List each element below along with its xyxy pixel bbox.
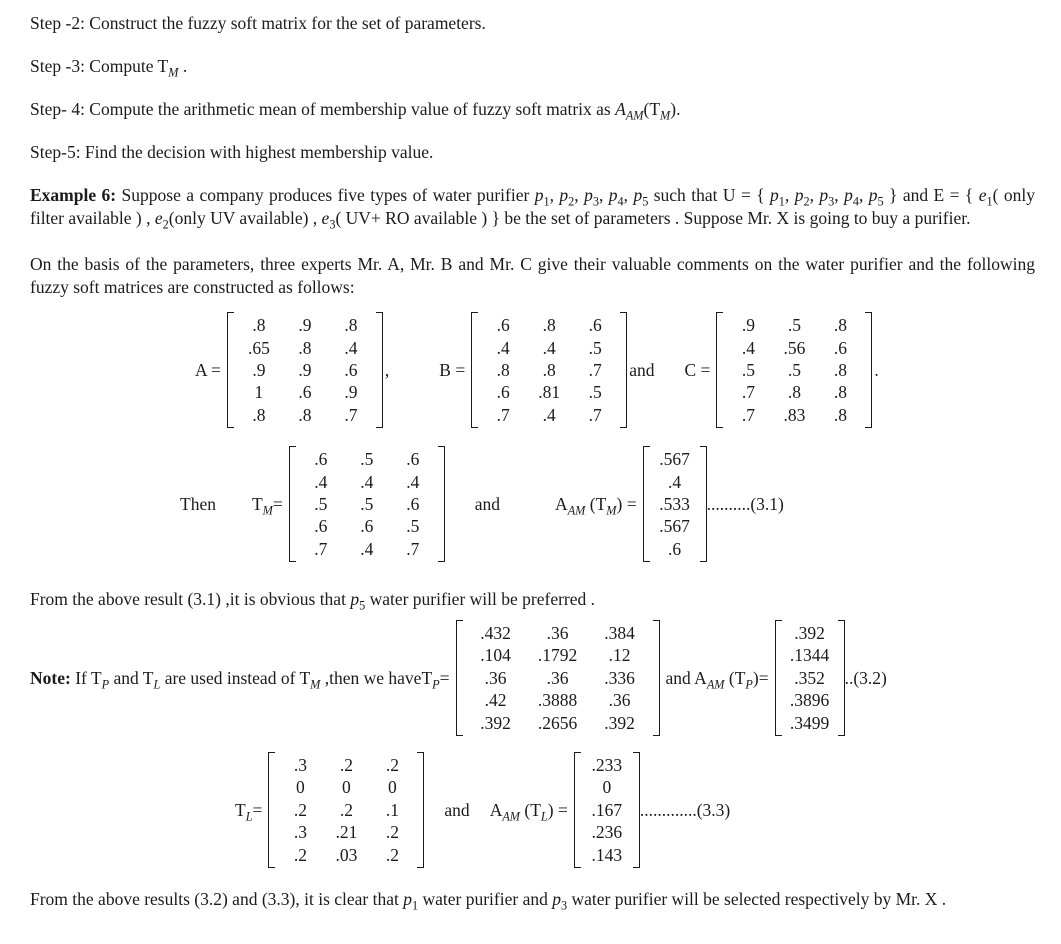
matrix-row bbox=[236, 381, 374, 403]
matrix-cell: .1344 bbox=[789, 645, 830, 666]
matrix-cell: .3499 bbox=[789, 712, 830, 733]
step-3-line: Step -3: Compute $T_M$ . bbox=[30, 56, 188, 80]
matrix-cell: .8 bbox=[833, 315, 847, 336]
basis-paragraph: On the basis of the parameters, three experts Mr. A, Mr. B and Mr. C give their valuable comments on the water purifier and the following fuzzy soft matrices are constructed as follows: bbox=[30, 254, 1035, 297]
matrix-aam-tp bbox=[775, 620, 845, 736]
matrix-cell: .3888 bbox=[537, 690, 578, 711]
matrix-tp bbox=[456, 620, 660, 736]
equation-row-tl bbox=[235, 752, 1035, 868]
matrix-cell: .36 bbox=[608, 690, 631, 711]
matrix-cell: .9 bbox=[344, 382, 358, 403]
matrix-c-label: C = bbox=[684, 359, 711, 380]
matrix-row bbox=[277, 843, 415, 865]
step-2-line: Step -2: Construct the fuzzy soft matrix for the set of parameters. bbox=[30, 13, 486, 33]
matrix-left-bracket bbox=[574, 752, 581, 868]
matrix-row bbox=[652, 538, 698, 560]
matrix-cell: .8 bbox=[298, 337, 312, 358]
matrix-left-bracket bbox=[643, 446, 650, 562]
matrix-row bbox=[236, 359, 374, 381]
aam-tm-label: $A_{AM}$ $(T_M)$ = bbox=[555, 493, 637, 518]
matrix-cell: .8 bbox=[833, 359, 847, 380]
matrix-row bbox=[784, 644, 836, 666]
matrix-row-abc bbox=[195, 312, 1035, 428]
matrix-row bbox=[465, 667, 651, 689]
matrix-cell: .5 bbox=[787, 359, 801, 380]
matrix-row bbox=[583, 799, 631, 821]
equation-tag-3-2: ..(3.2) bbox=[844, 667, 887, 688]
matrix-right-bracket bbox=[417, 752, 424, 868]
matrix-cell: .143 bbox=[591, 844, 623, 865]
matrix-cell: .5 bbox=[787, 315, 801, 336]
matrix-cell: .1 bbox=[385, 799, 399, 820]
matrix-cell: .83 bbox=[783, 404, 806, 425]
matrix-cell: .2 bbox=[339, 755, 353, 776]
matrix-cell: .4 bbox=[542, 337, 556, 358]
matrix-cell: .2 bbox=[293, 844, 307, 865]
matrix-row bbox=[480, 381, 618, 403]
equation-row-tm bbox=[180, 446, 1035, 562]
matrix-cell: .4 bbox=[360, 538, 374, 559]
matrix-cell: .5 bbox=[406, 516, 420, 537]
matrix-right-bracket bbox=[838, 620, 845, 736]
matrix-row bbox=[784, 689, 836, 711]
matrix-cell: .4 bbox=[668, 471, 682, 492]
matrix-cell: .4 bbox=[542, 404, 556, 425]
step-5-line: Step-5: Find the decision with highest membership value. bbox=[30, 142, 434, 162]
example-6-paragraph: Example 6: Suppose a company produces five types of water purifier $p_1$, $p_2$, $p_3$, $p_4$, $p_5$ such that U = { $p_1$, $p_2$, $p_3$, $p_4$, $p_5$ } and E = { $e_1$( only filter available ) , $e_2(only$ UV available) , $e_3$( UV+ RO available ) } be the set of parameters . Suppose Mr. X is going to buy a purifier. bbox=[30, 185, 1036, 232]
matrix-row bbox=[465, 644, 651, 666]
matrix-right-bracket bbox=[376, 312, 383, 428]
matrix-row bbox=[465, 622, 651, 644]
matrix-cell: .7 bbox=[406, 538, 420, 559]
matrix-cell: .6 bbox=[496, 315, 510, 336]
matrix-aam-tm bbox=[643, 446, 707, 562]
matrix-cell: .2 bbox=[385, 755, 399, 776]
and-word-tm: and bbox=[474, 493, 501, 514]
matrix-cell: .9 bbox=[741, 315, 755, 336]
matrix-cell: .8 bbox=[496, 359, 510, 380]
matrix-cell: .8 bbox=[344, 315, 358, 336]
matrix-cell: .392 bbox=[480, 712, 511, 733]
matrix-cell: .5 bbox=[360, 493, 374, 514]
matrix-tl bbox=[268, 752, 424, 868]
equation-tag-3-1: ..........(3.1) bbox=[706, 493, 784, 514]
matrix-cell: .4 bbox=[741, 337, 755, 358]
matrix-cell: .9 bbox=[298, 359, 312, 380]
matrix-cell: .12 bbox=[608, 645, 631, 666]
matrix-b-label: B = bbox=[439, 359, 466, 380]
matrix-row bbox=[298, 538, 436, 560]
matrix-cell: .2 bbox=[339, 799, 353, 820]
matrix-b-suffix: and bbox=[629, 359, 655, 380]
matrix-right-bracket bbox=[865, 312, 872, 428]
aam-tp-label: and $A_{AM}$ $(T_P)=$ bbox=[665, 667, 769, 692]
matrix-cell: .2 bbox=[385, 822, 399, 843]
matrix-cell: .36 bbox=[484, 667, 507, 688]
matrix-cell: .392 bbox=[604, 712, 635, 733]
matrix-cell: .3896 bbox=[789, 690, 830, 711]
matrix-a-label: A = bbox=[195, 359, 221, 380]
matrix-cell: .5 bbox=[588, 337, 602, 358]
matrix-cell: .3 bbox=[293, 755, 307, 776]
matrix-left-bracket bbox=[775, 620, 782, 736]
matrix-cell: .432 bbox=[480, 623, 511, 644]
matrix-cell: .7 bbox=[314, 538, 328, 559]
matrix-cell: .6 bbox=[668, 538, 682, 559]
tm-label: $T_M=$ bbox=[251, 493, 283, 518]
matrix-row bbox=[652, 493, 698, 515]
matrix-row bbox=[784, 667, 836, 689]
matrix-cell: .6 bbox=[344, 359, 358, 380]
matrix-cell: .8 bbox=[298, 404, 312, 425]
matrix-cell: .8 bbox=[252, 315, 266, 336]
matrix-right-bracket bbox=[633, 752, 640, 868]
matrix-cell: .336 bbox=[604, 667, 635, 688]
result-3-1-paragraph: From the above result (3.1) ,it is obvious that $p_5$ water purifier will be preferred . bbox=[30, 588, 596, 613]
matrix-row bbox=[652, 515, 698, 537]
matrix-cell: .5 bbox=[314, 493, 328, 514]
matrix-cell: 0 bbox=[388, 777, 397, 798]
matrix-cell: .03 bbox=[335, 844, 358, 865]
matrix-row bbox=[784, 622, 836, 644]
matrix-cell: .9 bbox=[252, 359, 266, 380]
matrix-left-bracket bbox=[456, 620, 463, 736]
matrix-cell: .533 bbox=[659, 493, 690, 514]
matrix-row bbox=[277, 754, 415, 776]
matrix-cell: .352 bbox=[794, 667, 825, 688]
matrix-c bbox=[716, 312, 872, 428]
matrix-cell: .4 bbox=[406, 471, 420, 492]
matrix-row bbox=[725, 404, 863, 426]
matrix-row bbox=[298, 448, 436, 470]
matrix-right-bracket bbox=[438, 446, 445, 562]
matrix-row bbox=[298, 515, 436, 537]
matrix-row bbox=[236, 336, 374, 358]
matrix-cell: .7 bbox=[496, 404, 510, 425]
matrix-cell: .104 bbox=[480, 645, 511, 666]
matrix-cell: .21 bbox=[335, 822, 358, 843]
matrix-cell: .42 bbox=[484, 690, 507, 711]
matrix-row bbox=[480, 359, 618, 381]
matrix-aam-tl bbox=[574, 752, 640, 868]
matrix-cell: .2 bbox=[385, 844, 399, 865]
matrix-a-suffix: , bbox=[384, 359, 390, 380]
matrix-cell: 0 bbox=[296, 777, 305, 798]
matrix-cell: .5 bbox=[588, 382, 602, 403]
matrix-cell: .9 bbox=[298, 315, 312, 336]
matrix-cell: .1792 bbox=[537, 645, 578, 666]
matrix-row bbox=[277, 799, 415, 821]
matrix-row bbox=[298, 493, 436, 515]
matrix-cell: .567 bbox=[659, 449, 690, 470]
matrix-cell: .6 bbox=[314, 516, 328, 537]
matrix-left-bracket bbox=[471, 312, 478, 428]
matrix-cell: .6 bbox=[314, 449, 328, 470]
and-word-tl: and bbox=[444, 799, 470, 820]
matrix-cell: 0 bbox=[602, 777, 612, 798]
matrix-left-bracket bbox=[716, 312, 723, 428]
result-3-2-3-3-paragraph: From the above results (3.2) and (3.3), it is clear that $p_1$ water purifier and $p_3$ water purifier will be selected respectively by Mr. X . bbox=[30, 888, 947, 913]
matrix-cell: .7 bbox=[588, 404, 602, 425]
matrix-c-suffix: . bbox=[874, 359, 879, 380]
matrix-row bbox=[784, 711, 836, 733]
matrix-row bbox=[725, 359, 863, 381]
matrix-cell: .56 bbox=[783, 337, 806, 358]
matrix-cell: .6 bbox=[833, 337, 847, 358]
matrix-row bbox=[480, 336, 618, 358]
matrix-cell: .4 bbox=[360, 471, 374, 492]
tl-label: $T_L=$ bbox=[235, 799, 263, 824]
matrix-cell: .167 bbox=[591, 799, 623, 820]
matrix-row bbox=[652, 448, 698, 470]
aam-tl-label: $A_{AM}$ $(T_L)$ = bbox=[489, 799, 568, 824]
step-4-line: Step- 4: Compute the arithmetic mean of membership value of fuzzy soft matrix as $A_{AM}(T_M)$. bbox=[30, 99, 681, 123]
matrix-left-bracket bbox=[268, 752, 275, 868]
then-word: Then bbox=[180, 493, 216, 514]
matrix-cell: .6 bbox=[588, 315, 602, 336]
matrix-right-bracket bbox=[653, 620, 660, 736]
matrix-cell: 0 bbox=[342, 777, 351, 798]
note-prefix: Note: If $T_P$ and $T_L$ are used instead of $T_M$ ,then we haveT$_P$= bbox=[30, 667, 450, 692]
matrix-cell: .6 bbox=[406, 493, 420, 514]
matrix-cell: .36 bbox=[546, 667, 569, 688]
matrix-cell: .6 bbox=[298, 382, 312, 403]
matrix-cell: .6 bbox=[360, 516, 374, 537]
matrix-cell: .3 bbox=[293, 822, 307, 843]
matrix-cell: .4 bbox=[314, 471, 328, 492]
matrix-cell: .384 bbox=[604, 623, 635, 644]
matrix-cell: .392 bbox=[794, 623, 825, 644]
matrix-row bbox=[480, 314, 618, 336]
matrix-row bbox=[652, 470, 698, 492]
equation-tag-3-3: .............(3.3) bbox=[639, 799, 731, 820]
matrix-cell: .8 bbox=[833, 404, 847, 425]
matrix-right-bracket bbox=[700, 446, 707, 562]
matrix-row bbox=[725, 336, 863, 358]
matrix-cell: .7 bbox=[588, 359, 602, 380]
matrix-cell: .2656 bbox=[537, 712, 578, 733]
matrix-cell: .36 bbox=[546, 623, 569, 644]
matrix-right-bracket bbox=[620, 312, 627, 428]
matrix-cell: .6 bbox=[496, 382, 510, 403]
matrix-cell: .65 bbox=[247, 337, 270, 358]
matrix-cell: .7 bbox=[741, 382, 755, 403]
matrix-row bbox=[236, 314, 374, 336]
matrix-row bbox=[725, 314, 863, 336]
matrix-cell: .4 bbox=[344, 337, 358, 358]
matrix-row bbox=[583, 821, 631, 843]
matrix-cell: .8 bbox=[833, 382, 847, 403]
matrix-cell: .7 bbox=[344, 404, 358, 425]
matrix-row bbox=[277, 821, 415, 843]
matrix-row bbox=[277, 776, 415, 798]
matrix-tm bbox=[289, 446, 445, 562]
matrix-row bbox=[725, 381, 863, 403]
matrix-cell: 1 bbox=[254, 382, 264, 403]
matrix-cell: .6 bbox=[406, 449, 420, 470]
matrix-row bbox=[298, 470, 436, 492]
matrix-row bbox=[583, 754, 631, 776]
matrix-cell: .5 bbox=[360, 449, 374, 470]
note-row bbox=[30, 620, 1035, 736]
matrix-cell: .5 bbox=[741, 359, 755, 380]
matrix-cell: .81 bbox=[538, 382, 561, 403]
matrix-a bbox=[227, 312, 383, 428]
matrix-left-bracket bbox=[289, 446, 296, 562]
matrix-row bbox=[583, 776, 631, 798]
matrix-cell: .7 bbox=[741, 404, 755, 425]
matrix-cell: .8 bbox=[252, 404, 266, 425]
matrix-cell: .2 bbox=[293, 799, 307, 820]
matrix-cell: .4 bbox=[496, 337, 510, 358]
matrix-cell: .8 bbox=[542, 359, 556, 380]
matrix-cell: .8 bbox=[787, 382, 801, 403]
matrix-cell: .236 bbox=[591, 822, 623, 843]
matrix-cell: .567 bbox=[659, 516, 690, 537]
matrix-row bbox=[465, 711, 651, 733]
matrix-cell: .233 bbox=[591, 755, 623, 776]
matrix-row bbox=[583, 843, 631, 865]
matrix-left-bracket bbox=[227, 312, 234, 428]
matrix-row bbox=[465, 689, 651, 711]
matrix-cell: .8 bbox=[542, 315, 556, 336]
matrix-b bbox=[471, 312, 627, 428]
matrix-row bbox=[236, 404, 374, 426]
matrix-row bbox=[480, 404, 618, 426]
